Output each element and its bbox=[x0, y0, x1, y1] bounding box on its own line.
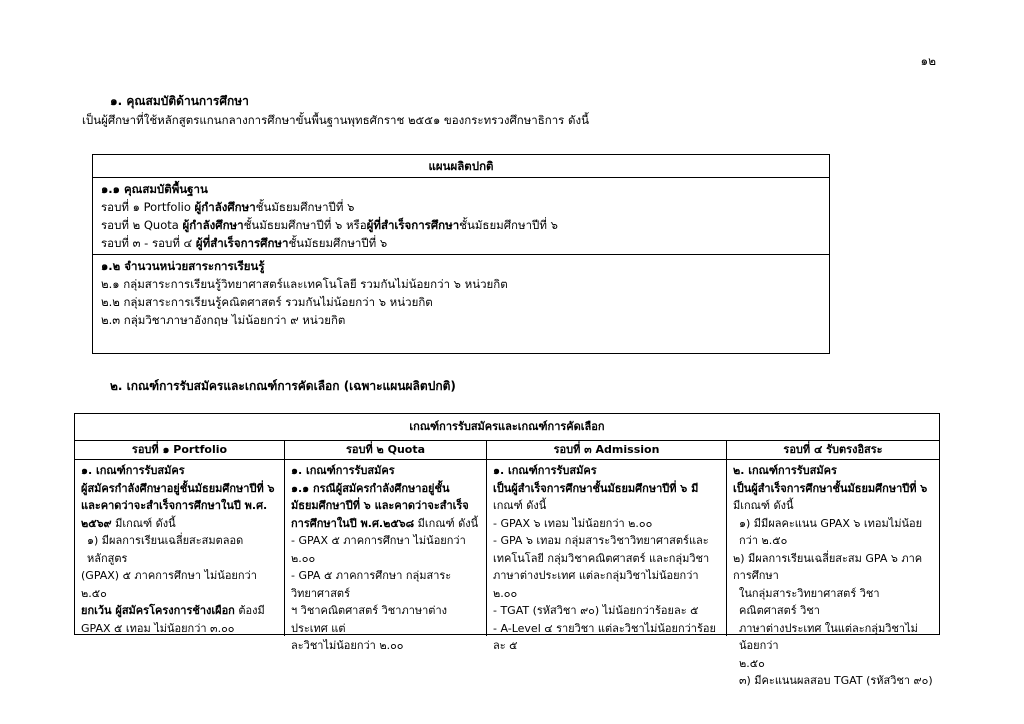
credit-item: ๒.๒ กลุ่มสาระการเรียนรู้คณิตศาสตร์ รวมกันไม่น้อยกว่า ๖ หน่วยกิต bbox=[101, 295, 433, 309]
round3-criteria-cell: ๑. เกณฑ์การรับสมัคร เป็นผู้สำเร็จการศึกษาชั้นมัธยมศึกษาปีที่ ๖ มี เกณฑ์ ดังนี้ - GPAX ๖ เทอม ไม่น้อยกว่า ๒.๐๐ - GPA ๖ เทอม กลุ่มสาระวิชาวิทยาศาสตร์และ เทคโนโลยี กลุ่มวิชาคณิตศาสตร์ และกลุ่มวิชา ภาษาต่างประเทศ แต่ละกลุ่มวิชาไม่น้อยกว่า ๒.๐๐ - TGAT (รหัสวิชา ๙๐) ไม่น้อยกว่าร้อยละ ๕ - A-Level ๔ รายวิชา แต่ละวิชาไม่น้อยกว่าร้อยละ ๕ bbox=[487, 460, 727, 636]
column-header-round2: รอบที่ ๒ Quota bbox=[285, 441, 487, 459]
criteria-table-header bbox=[75, 441, 939, 460]
round2-line: รอบที่ ๒ Quota ผู้กำลังศึกษาชั้นมัธยมศึกษาปีที่ ๖ หรือผู้ที่สำเร็จการศึกษาชั้นมัธยมศึกษาปีที่ ๖ bbox=[101, 218, 558, 232]
basic-qualification-heading: ๑.๑ คุณสมบัติพื้นฐาน bbox=[101, 182, 208, 196]
credit-units-heading: ๑.๒ จำนวนหน่วยสาระการเรียนรู้ bbox=[101, 259, 265, 273]
criteria-table-title: เกณฑ์การรับสมัครและเกณฑ์การคัดเลือก bbox=[75, 414, 939, 441]
credit-units-block bbox=[93, 254, 829, 331]
criteria-table bbox=[74, 413, 940, 687]
normal-plan-title: แผนผลิตปกติ bbox=[93, 155, 829, 178]
section1-intro: เป็นผู้ศึกษาที่ใช้หลักสูตรแกนกลางการศึกษาขั้นพื้นฐานพุทธศักราช ๒๕๕๑ ของกระทรวงศึกษาธิการ ดังนี้ bbox=[82, 113, 589, 127]
round3-4-line: รอบที่ ๓ - รอบที่ ๔ ผู้ที่สำเร็จการศึกษาชั้นมัธยมศึกษาปีที่ ๖ bbox=[101, 236, 388, 250]
round1-line: รอบที่ ๑ Portfolio ผู้กำลังศึกษาชั้นมัธยมศึกษาปีที่ ๖ bbox=[101, 200, 355, 214]
section1-heading: ๑. คุณสมบัติด้านการศึกษา bbox=[110, 94, 249, 108]
column-header-round4: รอบที่ ๔ รับตรงอิสระ bbox=[783, 443, 883, 456]
round1-criteria-cell: ๑. เกณฑ์การรับสมัคร ผู้สมัครกำลังศึกษาอยู่ชั้นมัธยมศึกษาปีที่ ๖ และคาดว่าจะสำเร็จการศึกษาในปี พ.ศ. ๒๕๖๙ มีเกณฑ์ ดังนี้ ๑) มีผลการเรียนเฉลี่ยสะสมตลอดหลักสูตร (GPAX) ๕ ภาคการศึกษา ไม่น้อยกว่า ๒.๕๐ ยกเว้น ผู้สมัครโครงการช้างเผือก ต้องมี GPAX ๕ เทอม ไม่น้อยกว่า ๓.๐๐ bbox=[75, 460, 285, 636]
credit-item: ๒.๑ กลุ่มสาระการเรียนรู้วิทยาศาสตร์และเทคโนโลยี รวมกันไม่น้อยกว่า ๖ หน่วยกิต bbox=[101, 277, 508, 291]
column-header-round1: รอบที่ ๑ Portfolio bbox=[75, 441, 285, 459]
round4-criteria-cell: ๒. เกณฑ์การรับสมัคร เป็นผู้สำเร็จการศึกษาชั้นมัธยมศึกษาปีที่ ๖ มีเกณฑ์ ดังนี้ ๑) มีมีผลคะแนน GPAX ๖ เทอมไม่น้อยกว่า ๒.๕๐ ๒) มีผลการเรียนเฉลี่ยสะสม GPA ๖ ภาคการศึกษา ในกลุ่มสาระวิทยาศาสตร์ วิชาคณิตศาสตร์ วิชา ภาษาต่างประเทศ ในแต่ละกลุ่มวิชาไม่น้อยกว่า ๒.๕๐ ๓) มีคะแนนผลสอบ TGAT (รหัสวิชา ๙๐) bbox=[733, 464, 933, 687]
criteria-table-body bbox=[75, 460, 939, 687]
credit-item: ๒.๓ กลุ่มวิชาภาษาอังกฤษ ไม่น้อยกว่า ๙ หน่วยกิต bbox=[101, 313, 346, 327]
basic-qualification-block bbox=[93, 178, 829, 254]
column-header-round3: รอบที่ ๓ Admission bbox=[487, 441, 727, 459]
section2-heading: ๒. เกณฑ์การรับสมัครและเกณฑ์การคัดเลือก (เฉพาะแผนผลิตปกติ) bbox=[110, 379, 456, 393]
page-number: ๑๒ bbox=[920, 54, 936, 68]
normal-plan-box bbox=[92, 154, 830, 354]
round2-criteria-cell: ๑. เกณฑ์การรับสมัคร ๑.๑ กรณีผู้สมัครกำลังศึกษาอยู่ชั้น มัธยมศึกษาปีที่ ๖ และคาดว่าจะสำเร็จ การศึกษาในปี พ.ศ.๒๕๖๘ มีเกณฑ์ ดังนี้ - GPAX ๕ ภาคการศึกษา ไม่น้อยกว่า ๒.๐๐ - GPA ๕ ภาคการศึกษา กลุ่มสาระวิทยาศาสตร์ ฯ วิชาคณิตศาสตร์ วิชาภาษาต่างประเทศ แต่ ละวิชาไม่น้อยกว่า ๒.๐๐ bbox=[285, 460, 487, 636]
